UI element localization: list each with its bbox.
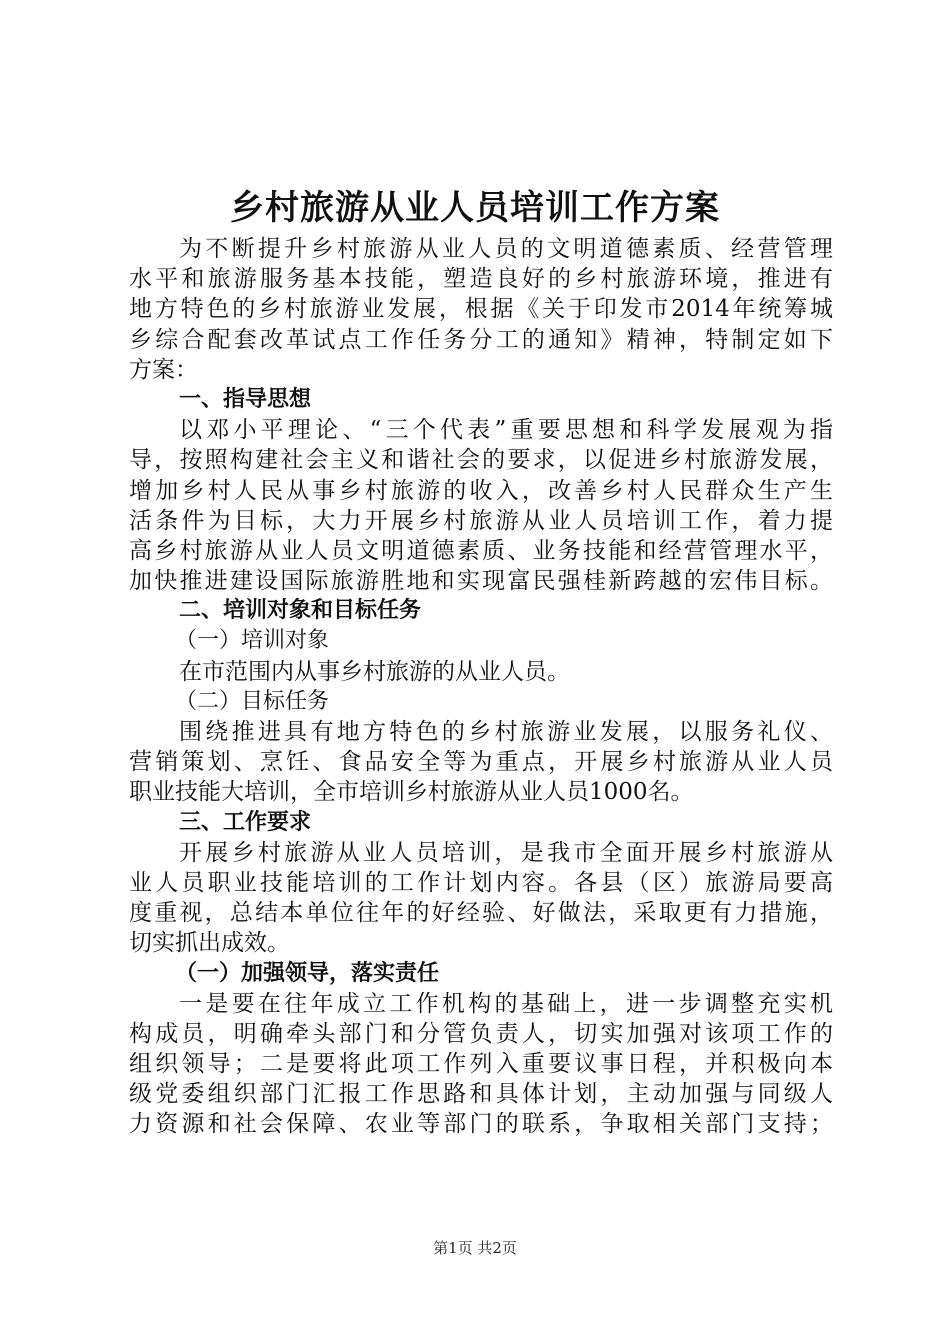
subsection-heading: （一）培训对象 [175, 628, 330, 654]
paragraph-line: 围绕推进具有地方特色的乡村旅游业发展，以服务礼仪、 [179, 719, 833, 745]
paragraph-line: 职业技能大培训，全市培训乡村旅游从业人员1000名。 [129, 779, 694, 806]
section-heading: 三、工作要求 [179, 809, 312, 835]
paragraph-line: 增加乡村人民从事乡村旅游的收入，改善乡村人民群众生产生 [129, 477, 833, 504]
paragraph-line: 地方特色的乡村旅游业发展，根据《关于印发市2014年统筹城 [129, 296, 833, 323]
subsection-heading: （二）目标任务 [175, 688, 330, 714]
page-number-footer: 第1页 共2页 [433, 1239, 517, 1257]
subsection-heading: （一）加强领导，落实责任 [175, 960, 440, 986]
paragraph-line: 营销策划、烹饪、食品安全等为重点，开展乡村旅游从业人员 [129, 749, 833, 776]
document-title: 乡村旅游从业人员培训工作方案 [230, 188, 720, 228]
paragraph-line: 切实抓出成效。 [129, 930, 290, 957]
paragraph-line: 加快推进建设国际旅游胜地和实现富民强桂新跨越的宏伟目标。 [129, 568, 833, 595]
paragraph-line: 为不断提升乡村旅游从业人员的文明道德素质、经营管理 [179, 236, 833, 262]
paragraph-line: 构成员，明确牵头部门和分管负责人，切实加强对该项工作的 [129, 1020, 833, 1047]
document-body [129, 234, 833, 1140]
paragraph-line: 组织领导；二是要将此项工作列入重要议事日程，并积极向本 [129, 1051, 833, 1078]
paragraph-line: 活条件为目标，大力开展乡村旅游从业人员培训工作，着力提 [129, 507, 833, 534]
paragraph-line: 在市范围内从事乡村旅游的从业人员。 [179, 658, 570, 685]
paragraph-line: 方案： [129, 356, 198, 383]
section-heading: 二、培训对象和目标任务 [179, 598, 422, 624]
paragraph-line: 导，按照构建社会主义和谐社会的要求，以促进乡村旅游发展， [129, 447, 833, 474]
paragraph-line: 以邓小平理论、“三个代表”重要思想和科学发展观为指 [179, 417, 833, 444]
paragraph-line: 级党委组织部门汇报工作思路和具体计划，主动加强与同级人 [129, 1081, 833, 1108]
paragraph-line: 业人员职业技能培训的工作计划内容。各县（区）旅游局要高 [129, 869, 833, 896]
paragraph-line: 度重视，总结本单位往年的好经验、好做法，采取更有力措施， [129, 900, 833, 927]
paragraph-line: 高乡村旅游从业人员文明道德素质、业务技能和经营管理水平， [129, 537, 833, 564]
paragraph-line: 力资源和社会保障、农业等部门的联系，争取相关部门支持； [129, 1111, 833, 1138]
section-heading: 一、指导思想 [179, 386, 312, 412]
paragraph-line: 水平和旅游服务基本技能，塑造良好的乡村旅游环境，推进有 [129, 266, 833, 293]
paragraph-line: 一是要在往年成立工作机构的基础上，进一步调整充实机 [179, 990, 833, 1017]
paragraph-line: 乡综合配套改革试点工作任务分工的通知》精神，特制定如下 [129, 326, 833, 353]
paragraph-line: 开展乡村旅游从业人员培训，是我市全面开展乡村旅游从 [179, 839, 833, 866]
